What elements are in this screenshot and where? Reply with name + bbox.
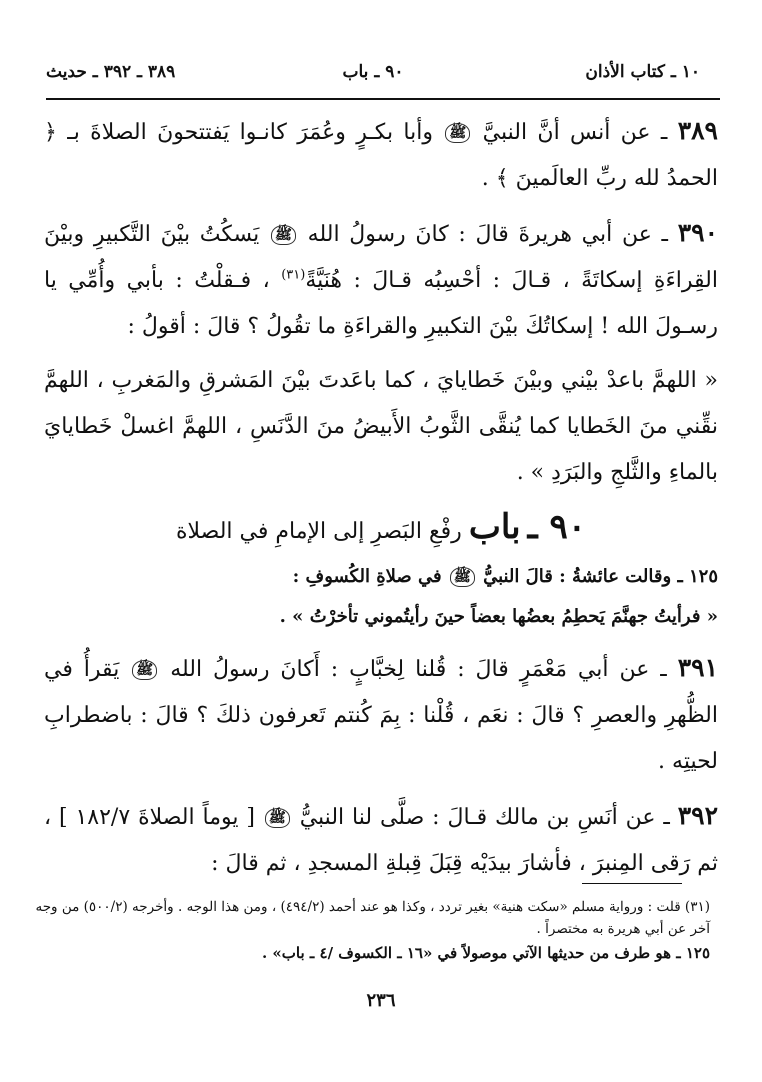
hadith-number: ٣٩١ (677, 653, 719, 682)
page-number: ٢٣٦ (366, 990, 396, 1011)
salutation-icon: ﷺ (271, 225, 296, 245)
salutation-icon: ﷺ (445, 123, 470, 143)
chapter-heading (44, 502, 718, 557)
footnotes (30, 896, 710, 964)
hadith-text: ، فـقلْتُ : بأبي وأُمِّي يا رسـولَ الله ! إسكاتُكَ بيْنَ التكبيرِ والقراءَةِ ما تقُولُ ؟ قالَ : أقولُ : (44, 268, 718, 339)
hadith-389 (44, 108, 718, 202)
salutation-icon: ﷺ (265, 808, 290, 828)
header-book-title: ١٠ ـ كتاب الأذان (585, 62, 700, 82)
hadith-number: ٣٩٢ (677, 801, 719, 830)
chapter-bab: باب (468, 507, 521, 547)
chapter-number: ٩٠ ـ (527, 507, 586, 547)
hadith-391 (44, 645, 718, 785)
footnote-31: (٣١) قلت : ورواية مسلم «سكت هنية» بغير تردد ، وكذا هو عند أحمد (٤٩٤/٢) ، ومن هذا الوجه . وأخرجه (٥٠٠/٢) من وجه آخر عن أبي هريرة به مختصراً . (35, 899, 710, 937)
hadith-text: ـ عن أنس أنَّ النبيَّ (482, 120, 668, 145)
muallaq-125-quote: « فرأيتُ جهنَّمَ يَحطِمُ بعضُها بعضاً حينَ رأيتُموني تأخرْتُ » . (279, 606, 718, 627)
hadith-text: يَقرأُ في الظُّهرِ والعصرِ ؟ قالَ : نعَم ، قُلْنا : بِمَ كُنتم تَعرفون ذلكَ ؟ قالَ : باضطرابِ لحيتِه . (44, 657, 718, 774)
chapter-title: رفْعِ البَصرِ إلى الإمامِ في الصلاة (176, 519, 462, 544)
footnote-divider (582, 883, 682, 884)
hadith-390-dua: « اللهمَّ باعدْ بيْني وبيْنَ خَطايايَ ، كما باعَدتَ بيْنَ المَشرقِ والمَغربِ ، اللهمَّ نقِّني منَ الخَطايا كما يُنقَّى الثَّوبُ الأَبيضُ منَ الدَّنَسِ ، اللهمَّ اغسلْ خَطايايَ بالماءِ والثَّلجِ والبَرَدِ » . (44, 368, 718, 485)
hadith-text: [ يوماً الصلاةَ ١٨٢/٧ ] ، ثم رَقى المِنبرَ ، فأشارَ بيدَيْه قِبَلَ قِبلةِ المسجدِ ، ثم قالَ : (44, 805, 718, 876)
footnote-125: ١٢٥ ـ هو طرف من حديثها الآتي موصولاً في «١٦ ـ الكسوف /٤ ـ باب» . (261, 944, 710, 962)
salutation-icon: ﷺ (132, 660, 157, 680)
running-header (46, 58, 700, 88)
header-hadith-range: ٣٨٩ ـ ٣٩٢ ـ حديث (46, 62, 176, 82)
hadith-number: ٣٨٩ (677, 116, 718, 145)
muallaq-text: في صلاةِ الكُسوفِ : (292, 566, 442, 587)
footnote-ref-31: (٣١) (281, 267, 306, 283)
hadith-text: ـ عن أبي هريرةَ قالَ : كانَ رسولُ الله (307, 222, 668, 247)
muallaq-125 (44, 557, 718, 597)
header-chapter: ٩٠ ـ باب (342, 62, 404, 82)
hadith-text: وأبا بكـرٍ وعُمَرَ كانـوا يَفتتحونَ الصلاةَ بـ ﴿ الحمدُ لله ربِّ العالَمينَ ﴾ . (44, 120, 718, 191)
hadith-392 (44, 793, 718, 887)
header-divider (46, 98, 720, 100)
muallaq-text: ١٢٥ ـ وقالت عائشةُ : قالَ النبيُّ (483, 566, 718, 587)
hadith-390 (44, 210, 718, 350)
salutation-icon: ﷺ (450, 567, 475, 587)
hadith-number: ٣٩٠ (677, 218, 719, 247)
main-text (44, 108, 718, 887)
hadith-text: يَسكُتُ بيْنَ التَّكبيرِ وبيْنَ القِراءَةِ إسكاتَةً ، قـالَ : أحْسِبُه قـالَ : هُنَيَّةً (44, 222, 718, 293)
hadith-text: ـ عن أنَسِ بن مالك قـالَ : صلَّى لنا النبيُّ (299, 805, 670, 830)
hadith-text: ـ عن أبي مَعْمَرٍ قالَ : قُلنا لِخبَّابٍ : أَكانَ رسولُ الله (170, 657, 667, 682)
